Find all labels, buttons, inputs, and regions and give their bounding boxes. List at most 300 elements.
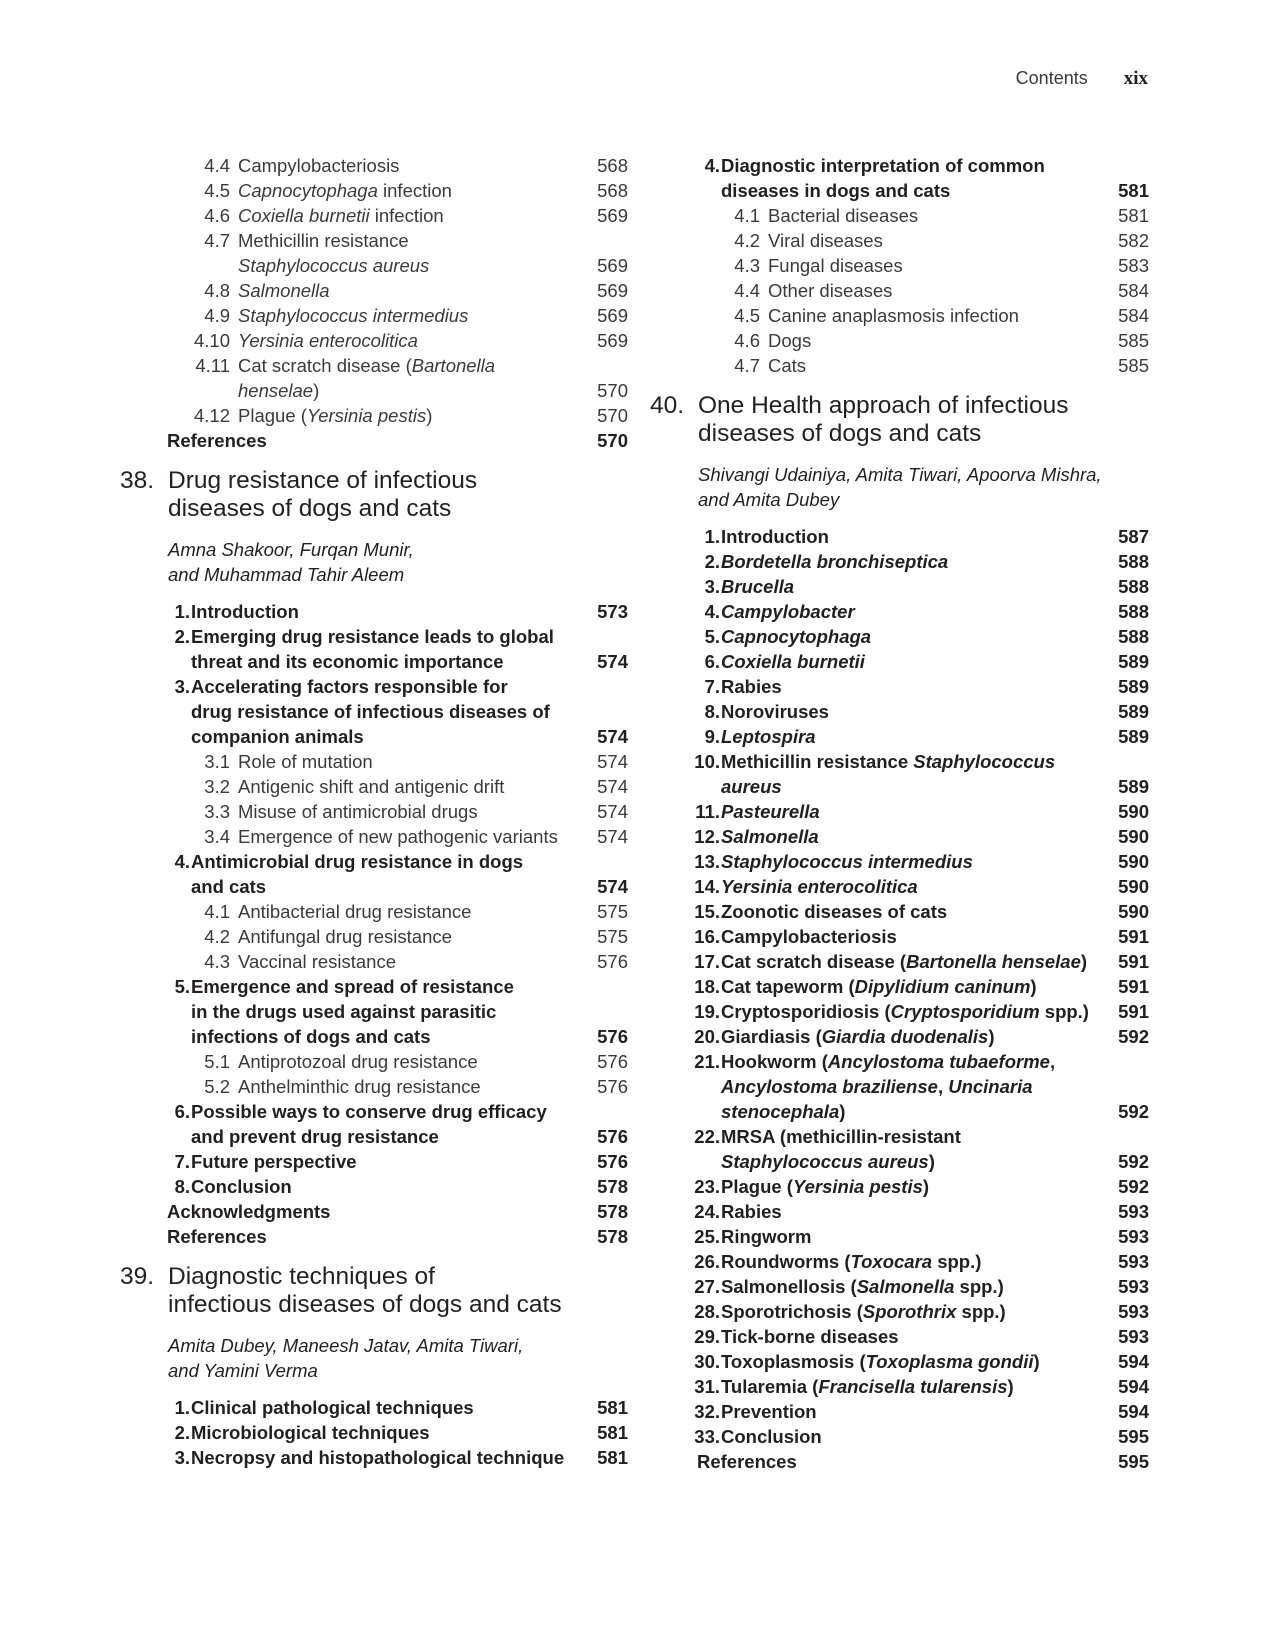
toc-entry[interactable] [650, 574, 1149, 599]
entry-page: 584 [1118, 305, 1149, 326]
entry-number: 7. [174, 1151, 190, 1172]
entry-title: Bacterial diseases [768, 205, 919, 226]
entry-page: 595 [1118, 1426, 1149, 1447]
toc-entry[interactable] [650, 599, 1149, 624]
entry-number: 21. [694, 1051, 720, 1072]
toc-entry[interactable] [120, 924, 628, 949]
entry-number: 4.6 [734, 330, 760, 351]
entry-page: 595 [1118, 1451, 1149, 1472]
entry-page: 590 [1118, 851, 1149, 872]
toc-entry[interactable] [650, 1324, 1149, 1349]
toc-entry[interactable] [650, 1274, 1149, 1299]
entry-page: 574 [597, 801, 628, 822]
entry-number: 6. [174, 1101, 190, 1122]
entry-number: 4.5 [204, 180, 230, 201]
entry-title: Rabies [721, 676, 782, 697]
entry-page: 576 [597, 1151, 628, 1172]
entry-number: 32. [694, 1401, 720, 1422]
entry-page: 576 [597, 1076, 628, 1097]
entry-title: References [167, 1226, 267, 1247]
entry-title: Giardiasis (Giardia duodenalis) [721, 1026, 995, 1047]
entry-title: Tularemia (Francisella tularensis) [721, 1376, 1014, 1397]
toc-entry[interactable] [120, 1149, 628, 1174]
toc-entry[interactable] [650, 974, 1149, 999]
toc-entry[interactable] [120, 624, 628, 674]
entry-number: 7. [704, 676, 720, 697]
entry-number: 4.6 [204, 205, 230, 226]
toc-entry[interactable] [120, 899, 628, 924]
toc-entry[interactable] [650, 899, 1149, 924]
entry-number: 4.1 [734, 205, 760, 226]
entry-page: 585 [1118, 355, 1149, 376]
toc-entry[interactable] [120, 774, 628, 799]
entry-number: 5. [704, 626, 720, 647]
entry-number: 4.10 [193, 330, 230, 351]
toc-entry[interactable] [120, 228, 628, 278]
toc-entry[interactable] [650, 749, 1149, 799]
toc-entry[interactable] [120, 178, 628, 203]
entry-page: 570 [597, 380, 628, 401]
toc-entry[interactable] [120, 599, 628, 624]
entry-number: 2. [704, 551, 720, 572]
toc-entry[interactable] [120, 428, 628, 453]
toc-entry[interactable] [650, 1049, 1149, 1124]
toc-entry[interactable] [650, 1374, 1149, 1399]
entry-title: Cat tapeworm (Dipylidium caninum) [721, 976, 1037, 997]
entry-page: 592 [1118, 1151, 1149, 1172]
entry-title: Coxiella burnetii infection [238, 205, 444, 226]
entry-page: 589 [1118, 701, 1149, 722]
toc-entry[interactable] [120, 303, 628, 328]
entry-title: References [697, 1451, 797, 1472]
entry-title: Sporotrichosis (Sporothrix spp.) [721, 1301, 1006, 1322]
entry-number: 6. [704, 651, 720, 672]
entry-title: Introduction [191, 601, 299, 622]
entry-number: 17. [694, 951, 720, 972]
chapter-title: Drug resistance of infectious diseases of dogs and cats [168, 467, 478, 522]
entry-number: 4.3 [204, 951, 230, 972]
toc-entry[interactable] [650, 674, 1149, 699]
toc-entry[interactable] [650, 824, 1149, 849]
entry-number: 25. [694, 1226, 720, 1247]
entry-number: 20. [694, 1026, 720, 1047]
chapter-authors: Shivangi Udainiya, Amita Tiwari, Apoorva Mishra, and Amita Dubey [698, 464, 1102, 510]
entry-page: 589 [1118, 651, 1149, 672]
entry-title: Yersinia enterocolitica [238, 330, 418, 351]
entry-number: 3.4 [204, 826, 230, 847]
entry-title: Hookworm (Ancylostoma tubaeforme, Ancylostoma braziliense, Uncinaria stenocephala) [721, 1051, 1056, 1122]
entry-number: 30. [694, 1351, 720, 1372]
toc-entry[interactable] [120, 849, 628, 899]
entry-page: 583 [1118, 255, 1149, 276]
toc-entry[interactable] [650, 328, 1149, 353]
entry-page: 582 [1118, 230, 1149, 251]
chapter-heading[interactable] [120, 1263, 628, 1319]
entry-page: 574 [597, 776, 628, 797]
toc-entry[interactable] [650, 253, 1149, 278]
entry-number: 9. [704, 726, 720, 747]
toc-entry[interactable] [650, 849, 1149, 874]
toc-entry[interactable] [650, 1449, 1149, 1474]
entry-title: Antifungal drug resistance [238, 926, 452, 947]
entry-page: 576 [597, 1051, 628, 1072]
entry-title: Bordetella bronchiseptica [721, 551, 949, 572]
entry-title: Staphylococcus intermedius [721, 851, 973, 872]
entry-title: Staphylococcus intermedius [238, 305, 469, 326]
entry-page: 589 [1118, 726, 1149, 747]
entry-title: Yersinia enterocolitica [721, 876, 918, 897]
entry-title: Introduction [721, 526, 829, 547]
entry-title: Antiprotozoal drug resistance [238, 1051, 478, 1072]
entry-page: 576 [597, 951, 628, 972]
entry-number: 19. [694, 1001, 720, 1022]
entry-number: 2. [174, 626, 190, 647]
entry-number: 1. [174, 1397, 190, 1418]
entry-title: Anthelminthic drug resistance [238, 1076, 481, 1097]
entry-title: Possible ways to conserve drug efficacy and prevent drug resistance [191, 1101, 547, 1147]
entry-title: Salmonellosis (Salmonella spp.) [721, 1276, 1004, 1297]
entry-number: 3. [174, 676, 190, 697]
entry-title: Capnocytophaga [721, 626, 872, 647]
entry-page: 578 [597, 1176, 628, 1197]
entry-title: Other diseases [768, 280, 893, 301]
entry-number: 11. [695, 801, 720, 822]
entry-page: 578 [597, 1226, 628, 1247]
entry-title: Conclusion [191, 1176, 292, 1197]
entry-page: 591 [1118, 1001, 1149, 1022]
entry-title: Cat scratch disease (Bartonella henselae) [238, 355, 496, 401]
toc-entry[interactable] [650, 1224, 1149, 1249]
entry-title: Toxoplasmosis (Toxoplasma gondii) [721, 1351, 1040, 1372]
entry-title: Viral diseases [768, 230, 883, 251]
entry-title: Cryptosporidiosis (Cryptosporidium spp.) [721, 1001, 1089, 1022]
toc-entry[interactable] [650, 949, 1149, 974]
entry-title: Antibacterial drug resistance [238, 901, 472, 922]
toc-entry[interactable] [650, 1299, 1149, 1324]
entry-number: 24. [694, 1201, 720, 1222]
entry-page: 570 [597, 430, 628, 451]
entry-page: 574 [597, 651, 628, 672]
entry-title: Emergence and spread of resistance in the drugs used against parasitic infections of dogs and cats [191, 976, 514, 1047]
entry-page: 588 [1118, 601, 1149, 622]
entry-title: Prevention [721, 1401, 817, 1422]
entry-title: Dogs [768, 330, 812, 351]
entry-page: 585 [1118, 330, 1149, 351]
entry-title: Campylobacter [721, 601, 855, 622]
entry-title: Emerging drug resistance leads to global threat and its economic importance [191, 626, 554, 672]
entry-title: Misuse of antimicrobial drugs [238, 801, 478, 822]
entry-page: 588 [1118, 626, 1149, 647]
toc-entry[interactable] [650, 649, 1149, 674]
toc-entry[interactable] [650, 699, 1149, 724]
entry-page: 568 [597, 180, 628, 201]
entry-title: Cats [768, 355, 807, 376]
entry-number: 4.7 [204, 230, 230, 251]
toc-entry[interactable] [650, 924, 1149, 949]
entry-number: 29. [694, 1326, 720, 1347]
toc-entry[interactable] [650, 874, 1149, 899]
running-header-section: Contents [1015, 68, 1088, 88]
entry-page: 591 [1118, 926, 1149, 947]
entry-page: 581 [1118, 180, 1149, 201]
entry-page: 590 [1118, 876, 1149, 897]
chapter-authors: Amita Dubey, Maneesh Jatav, Amita Tiwari, and Yamini Verma [168, 1335, 524, 1381]
entry-number: 4.5 [734, 305, 760, 326]
entry-page: 590 [1118, 801, 1149, 822]
entry-title: Brucella [721, 576, 795, 597]
entry-page: 581 [597, 1447, 628, 1468]
entry-page: 574 [597, 826, 628, 847]
entry-page: 588 [1118, 551, 1149, 572]
entry-number: 4. [174, 851, 190, 872]
toc-entry[interactable] [120, 328, 628, 353]
entry-number: 4.7 [734, 355, 760, 376]
entry-title: Noroviruses [721, 701, 829, 722]
entry-number: 22. [694, 1126, 720, 1147]
entry-title: Methicillin resistance Staphylococcus aureus [721, 751, 1056, 797]
toc-entry[interactable] [650, 153, 1149, 203]
entry-page: 590 [1118, 826, 1149, 847]
entry-page: 588 [1118, 576, 1149, 597]
toc-entry[interactable] [650, 278, 1149, 303]
entry-number: 33. [694, 1426, 720, 1447]
toc-entry[interactable] [120, 1074, 628, 1099]
entry-title: References [167, 430, 267, 451]
entry-number: 4.3 [734, 255, 760, 276]
toc-entry[interactable] [120, 278, 628, 303]
entry-number: 5.2 [204, 1076, 230, 1097]
entry-number: 4.4 [204, 155, 230, 176]
toc-entry[interactable] [650, 524, 1149, 549]
entry-page: 581 [597, 1422, 628, 1443]
entry-page: 573 [597, 601, 628, 622]
entry-number: 4.8 [204, 280, 230, 301]
entry-number: 1. [174, 601, 190, 622]
toc-entry[interactable] [120, 974, 628, 1049]
toc-entry[interactable] [120, 1395, 628, 1420]
toc-entry[interactable] [650, 1024, 1149, 1049]
entry-number: 3. [174, 1447, 190, 1468]
entry-title: MRSA (methicillin-resistant Staphylococcus aureus) [721, 1126, 961, 1172]
entry-number: 15. [694, 901, 720, 922]
entry-number: 4.4 [734, 280, 760, 301]
toc-entry[interactable] [120, 403, 628, 428]
entry-title: Capnocytophaga infection [238, 180, 452, 201]
entry-number: 3.3 [204, 801, 230, 822]
entry-page: 591 [1118, 951, 1149, 972]
entry-page: 569 [597, 255, 628, 276]
entry-title: Conclusion [721, 1426, 822, 1447]
chapter-heading[interactable] [120, 467, 628, 523]
toc-entry[interactable] [120, 1420, 628, 1445]
entry-title: Clinical pathological techniques [191, 1397, 474, 1418]
entry-number: 27. [694, 1276, 720, 1297]
chapter-number: 40. [650, 392, 685, 419]
toc-entry[interactable] [650, 999, 1149, 1024]
entry-page: 593 [1118, 1251, 1149, 1272]
entry-title: Microbiological techniques [191, 1422, 430, 1443]
entry-number: 23. [694, 1176, 720, 1197]
entry-number: 12. [694, 826, 720, 847]
entry-number: 4. [704, 155, 720, 176]
toc-entry[interactable] [650, 724, 1149, 749]
entry-title: Necropsy and histopathological technique [191, 1447, 565, 1468]
entry-number: 13. [694, 851, 720, 872]
entry-number: 5.1 [204, 1051, 230, 1072]
entry-number: 4.1 [204, 901, 230, 922]
toc-entry[interactable] [650, 1124, 1149, 1174]
toc-entry[interactable] [120, 353, 628, 403]
entry-page: 574 [597, 726, 628, 747]
entry-title: Pasteurella [721, 801, 820, 822]
entry-title: Methicillin resistance Staphylococcus aureus [238, 230, 430, 276]
entry-title: Plague (Yersinia pestis) [238, 405, 433, 426]
entry-page: 574 [597, 876, 628, 897]
entry-page: 587 [1118, 526, 1149, 547]
toc-entry[interactable] [650, 1174, 1149, 1199]
toc-entry[interactable] [650, 353, 1149, 378]
chapter-heading[interactable] [650, 392, 1149, 448]
entry-title: Tick-borne diseases [721, 1326, 899, 1347]
toc-entry[interactable] [120, 203, 628, 228]
entry-number: 10. [694, 751, 720, 772]
entry-page: 593 [1118, 1326, 1149, 1347]
toc-entry[interactable] [650, 303, 1149, 328]
entry-page: 592 [1118, 1026, 1149, 1047]
entry-number: 4.9 [204, 305, 230, 326]
entry-page: 576 [597, 1126, 628, 1147]
toc-entry[interactable] [120, 153, 628, 178]
entry-title: Fungal diseases [768, 255, 903, 276]
entry-page: 593 [1118, 1276, 1149, 1297]
toc-right-column [650, 153, 1149, 1474]
entry-page: 576 [597, 1026, 628, 1047]
entry-number: 8. [174, 1176, 190, 1197]
toc-entry[interactable] [650, 1349, 1149, 1374]
entry-page: 592 [1118, 1101, 1149, 1122]
entry-page: 575 [597, 901, 628, 922]
entry-number: 5. [174, 976, 190, 997]
entry-page: 581 [1118, 205, 1149, 226]
entry-title: Salmonella [721, 826, 819, 847]
toc-entry[interactable] [120, 749, 628, 774]
entry-title: Campylobacteriosis [238, 155, 400, 176]
entry-title: Campylobacteriosis [721, 926, 897, 947]
entry-number: 16. [694, 926, 720, 947]
entry-title: Diagnostic interpretation of common diseases in dogs and cats [721, 155, 1045, 201]
entry-page: 570 [597, 405, 628, 426]
entry-title: Accelerating factors responsible for drug resistance of infectious diseases of companion animals [191, 676, 550, 747]
entry-number: 18. [694, 976, 720, 997]
entry-title: Leptospira [721, 726, 816, 747]
page-number: xix [1123, 68, 1148, 89]
entry-title: Vaccinal resistance [238, 951, 397, 972]
toc-entry[interactable] [120, 674, 628, 749]
entry-number: 3. [704, 576, 720, 597]
entry-number: 31. [694, 1376, 720, 1397]
entry-number: 2. [174, 1422, 190, 1443]
entry-page: 593 [1118, 1226, 1149, 1247]
entry-title: Salmonella [238, 280, 330, 301]
toc-entry[interactable] [120, 1445, 628, 1470]
entry-number: 4. [704, 601, 720, 622]
entry-page: 593 [1118, 1301, 1149, 1322]
entry-title: Zoonotic diseases of cats [721, 901, 948, 922]
chapter-number: 39. [120, 1263, 155, 1290]
chapter-number: 38. [120, 467, 155, 494]
entry-title: Emergence of new pathogenic variants [238, 826, 558, 847]
entry-page: 568 [597, 155, 628, 176]
entry-title: Coxiella burnetii [721, 651, 865, 672]
entry-page: 578 [597, 1201, 628, 1222]
entry-page: 575 [597, 926, 628, 947]
entry-page: 592 [1118, 1176, 1149, 1197]
entry-page: 589 [1118, 776, 1149, 797]
toc-entry[interactable] [650, 549, 1149, 574]
toc-entry[interactable] [120, 1049, 628, 1074]
entry-page: 569 [597, 205, 628, 226]
entry-number: 4.2 [734, 230, 760, 251]
toc-entry[interactable] [120, 949, 628, 974]
entry-page: 569 [597, 305, 628, 326]
entry-number: 8. [704, 701, 720, 722]
toc-entry[interactable] [120, 1099, 628, 1149]
entry-number: 4.11 [195, 355, 230, 376]
toc-entry[interactable] [120, 824, 628, 849]
entry-page: 584 [1118, 280, 1149, 301]
entry-number: 1. [704, 526, 720, 547]
toc-entry[interactable] [650, 1199, 1149, 1224]
toc-entry[interactable] [120, 1224, 628, 1249]
entry-title: Role of mutation [238, 751, 373, 772]
entry-title: Plague (Yersinia pestis) [721, 1176, 930, 1197]
toc-entry[interactable] [650, 1399, 1149, 1424]
toc-entry[interactable] [120, 799, 628, 824]
entry-number: 3.1 [204, 751, 230, 772]
chapter-title: Diagnostic techniques of infectious diseases of dogs and cats [168, 1263, 562, 1318]
entry-title: Antimicrobial drug resistance in dogs and cats [191, 851, 524, 897]
toc-entry[interactable] [120, 1174, 628, 1199]
entry-page: 569 [597, 330, 628, 351]
entry-title: Acknowledgments [167, 1201, 331, 1222]
running-header [0, 66, 1148, 91]
entry-page: 569 [597, 280, 628, 301]
entry-page: 594 [1118, 1351, 1149, 1372]
entry-page: 589 [1118, 676, 1149, 697]
toc-left-column [120, 153, 628, 1470]
entry-page: 590 [1118, 901, 1149, 922]
entry-number: 28. [694, 1301, 720, 1322]
entry-number: 3.2 [204, 776, 230, 797]
toc-entry[interactable] [650, 624, 1149, 649]
toc-entry[interactable] [650, 799, 1149, 824]
entry-number: 26. [694, 1251, 720, 1272]
toc-entry[interactable] [650, 1249, 1149, 1274]
entry-number: 14. [694, 876, 720, 897]
toc-entry[interactable] [650, 203, 1149, 228]
toc-entry[interactable] [650, 1424, 1149, 1449]
toc-entry[interactable] [120, 1199, 628, 1224]
entry-title: Roundworms (Toxocara spp.) [721, 1251, 982, 1272]
entry-page: 581 [597, 1397, 628, 1418]
entry-title: Antigenic shift and antigenic drift [238, 776, 505, 797]
entry-page: 594 [1118, 1401, 1149, 1422]
entry-title: Future perspective [191, 1151, 357, 1172]
entry-title: Ringworm [721, 1226, 812, 1247]
toc-entry[interactable] [650, 228, 1149, 253]
entry-number: 4.12 [193, 405, 230, 426]
entry-page: 591 [1118, 976, 1149, 997]
